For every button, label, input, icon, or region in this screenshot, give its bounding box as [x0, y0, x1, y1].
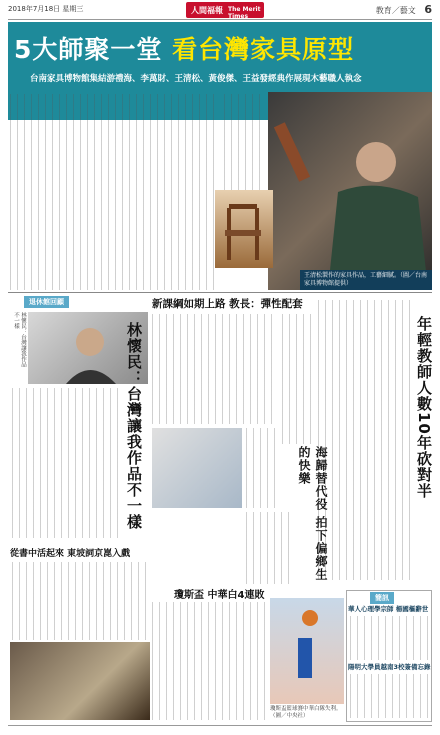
teachers-headline: 年輕教師人數10年砍對半 [415, 316, 433, 499]
newspaper-logo[interactable] [186, 2, 264, 18]
interview-photo-caption: 林懷民：台灣讓我作品不一樣 [13, 312, 26, 367]
logo-chinese: 人間福報 [191, 6, 223, 15]
interview-body [12, 388, 118, 538]
classroom-photo [152, 428, 242, 508]
curriculum-headline: 新課綱如期上路 教長：彈性配套 [152, 298, 303, 310]
chair-photo [215, 190, 273, 268]
youth-body-2 [246, 512, 294, 584]
lead-title: 5大師聚一堂 看台灣家具原型 [14, 35, 355, 64]
section-divider [8, 292, 432, 293]
teachers-body [318, 300, 410, 580]
opera-photo [10, 642, 150, 720]
wood-piece [274, 122, 310, 181]
lead-photo [268, 92, 432, 290]
page-header [8, 0, 432, 20]
lead-article-body-2 [224, 94, 262, 192]
youth-body [282, 314, 312, 444]
interview-tag: 退休館回顧 [24, 296, 69, 308]
brief-1-body [350, 616, 428, 660]
youth-headline: 海歸替代役 拍下偏鄉生的快樂 [297, 446, 328, 582]
brief-1-title: 華人心理學宗師 楊國樞辭世 [348, 605, 429, 613]
curriculum-body [152, 314, 276, 424]
brief-2-title: 陽明大學員越南3校簽備忘錄 [348, 663, 431, 671]
logo-english: The Merit Times [228, 6, 261, 20]
craftsman-head [356, 142, 396, 182]
sports-headline: 瓊斯盃 中華白4連敗 [174, 590, 265, 601]
curriculum-body-2 [246, 428, 276, 508]
lead-subtitle: 台南家具博物館集結游禮海、李萬財、王清松、黃俊傑、王益發經典作展現木藝職人執念 [30, 74, 362, 84]
lead-article-body [10, 94, 218, 290]
page-footer-rule [8, 725, 432, 726]
sports-body [152, 602, 268, 720]
issue-date: 2018年7月18日 星期三 [8, 5, 84, 13]
subhead-body [12, 562, 148, 640]
page-number: 6 [424, 3, 432, 16]
brief-2-body [350, 674, 428, 718]
sports-photo-caption: 瓊斯盃籃球賽中華白隊失利。（圖／中央社） [270, 706, 342, 719]
section-label: 教育／藝文 6 [375, 3, 432, 16]
lead-photo-caption: 王清松製作的家具作品，工藝細膩。（圖／台南家具博物館提供） [300, 270, 432, 290]
briefs-tag: 簡訊 [370, 592, 394, 604]
basketball-photo [270, 598, 344, 704]
interview-headline: 林懷民：台灣讓我作品不一樣 [125, 322, 143, 530]
interview-subhead: 從書中活起來 東坡詞京崑入戲 [10, 549, 131, 559]
